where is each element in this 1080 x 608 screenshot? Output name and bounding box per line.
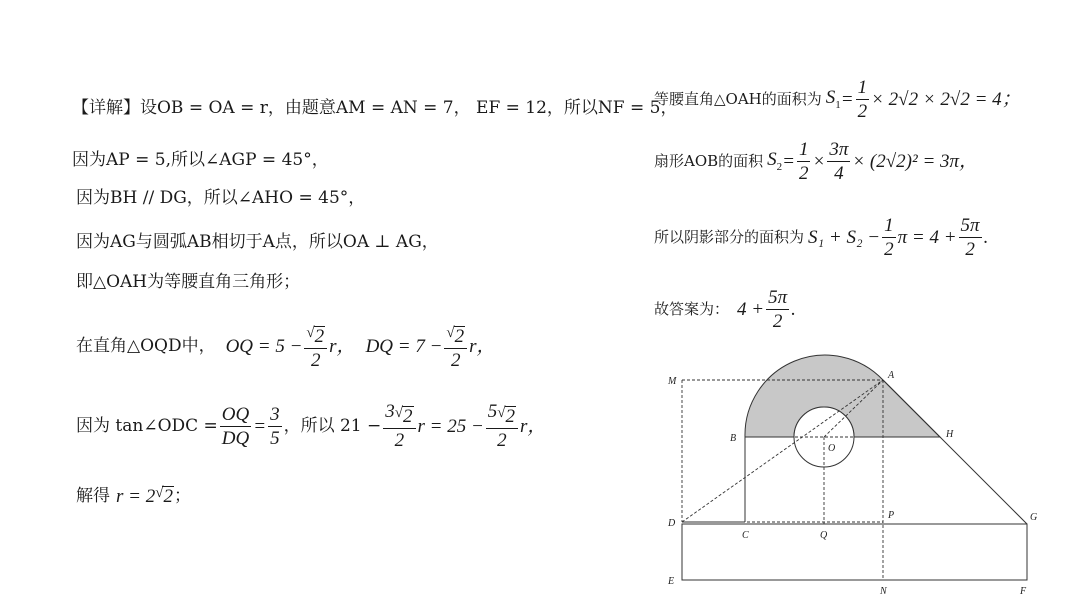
solution-line-7 [76, 402, 546, 450]
label-q: Q [820, 530, 828, 541]
dq-denominator: DQ [221, 427, 250, 449]
three-numerator: 3 [270, 403, 280, 425]
sqrt2-over-2-fraction-a: √ 2 2 [304, 322, 327, 370]
half-2-numerator: 1 [798, 139, 809, 160]
r-value-radicand: 2 [163, 486, 173, 507]
label-f: F [1020, 586, 1027, 597]
shaded-area-end: . [983, 227, 989, 248]
half-fraction-1 [856, 78, 870, 121]
solution-line-4-text: 因为AG与圆弧AB相切于A点，所以OA ⊥ AG， [76, 232, 439, 252]
half-fraction-2 [797, 140, 811, 183]
coef-5: 5 [487, 401, 498, 422]
tan-equation-end: r， [520, 415, 547, 437]
area-triangle-text: 等腰直角△OAH的面积为 [654, 90, 822, 108]
answer-line [654, 288, 796, 331]
five-pi-numerator-b: 5π [768, 287, 788, 308]
three-pi-numerator: 3π [829, 139, 849, 160]
s1-symbol: S [825, 87, 836, 109]
sector-times: × [812, 151, 826, 172]
two-denominator-a: 2 [965, 239, 975, 260]
half-2-denominator: 2 [798, 163, 809, 184]
three-sqrt2-over-2: 3 √ 2 2 [383, 402, 415, 450]
tan-equals: = [253, 415, 267, 437]
fraction-b-radicand: 2 [454, 326, 465, 347]
solve-label: 解得 [76, 485, 110, 506]
two-denominator-b: 2 [772, 311, 783, 332]
coef-5-radicand: 2 [505, 406, 516, 427]
three-fifths-fraction [268, 405, 282, 448]
solution-line-1 [72, 100, 677, 117]
shaded-area-text: 所以阴影部分的面积为 [654, 228, 805, 246]
five-pi-over-two-a [959, 216, 982, 259]
coef-3-denominator: 2 [394, 430, 405, 451]
oq-equation: OQ = 5 − [225, 335, 303, 357]
solution-line-3 [76, 190, 365, 207]
four-denominator: 4 [834, 163, 844, 184]
sqrt2-over-2-fraction-b: √ 2 2 [444, 322, 467, 370]
label-n: N [880, 586, 887, 597]
line-ag [883, 380, 1027, 524]
s1-equals: = [840, 89, 854, 110]
fraction-b-denominator: 2 [451, 350, 461, 371]
area-triangle-line [654, 78, 1021, 121]
three-pi-over-four [827, 140, 850, 183]
dq-r: r， [469, 335, 496, 357]
solution-line-3-text: 因为BH // DG，所以∠AHO = 45°， [76, 188, 366, 208]
solution-line-2 [72, 152, 329, 169]
s2-subscript: 2 [776, 160, 783, 173]
coef-5-denominator: 2 [497, 430, 507, 451]
s2-symbol: S [767, 149, 777, 171]
half-1-numerator: 1 [857, 77, 868, 98]
label-b: B [730, 433, 737, 444]
oq-r: r， [329, 335, 356, 357]
oq-over-dq-fraction [220, 405, 251, 448]
fraction-a-radicand: 2 [314, 326, 325, 347]
tan-label: 因为 tan∠ODC = [76, 415, 218, 436]
five-pi-numerator-a: 5π [960, 215, 980, 236]
answer-label: 故答案为： [654, 300, 730, 318]
s2-equals: = [782, 151, 795, 172]
label-g: G [1030, 512, 1038, 523]
label-o: O [828, 443, 836, 454]
half-fraction-3 [882, 216, 896, 259]
label-a: A [888, 370, 895, 381]
fraction-a-denominator: 2 [311, 350, 321, 371]
five-denominator: 5 [270, 427, 280, 449]
half-3-numerator: 1 [884, 215, 894, 236]
shaded-area-mid: π = 4 + [897, 227, 957, 248]
tan-conclusion: ，所以 21 − [283, 415, 382, 436]
label-m: M [668, 376, 677, 387]
label-p: P [888, 510, 895, 521]
sector-area-rest: × (2√2)² = 3π， [852, 151, 979, 172]
solution-line-5-text: 即△OAH为等腰直角三角形； [76, 272, 301, 292]
coef-3-radicand: 2 [403, 406, 413, 427]
tan-equation-middle: r = 25 − [417, 415, 484, 437]
half-3-denominator: 2 [884, 239, 894, 260]
answer-end: . [791, 299, 796, 320]
solution-line-6 [76, 322, 496, 370]
answer-prefix: 4 + [737, 299, 765, 320]
coef-3: 3 [385, 401, 395, 422]
solution-line-6-text: 在直角△OQD中， [76, 335, 216, 356]
solution-line-2-text: 因为AP = 5,所以∠AGP = 45°， [72, 150, 329, 170]
solve-end: ； [173, 485, 191, 506]
geometry-diagram [660, 348, 1060, 608]
solution-line-5 [76, 274, 300, 291]
shaded-area-line [654, 216, 988, 259]
label-d: D [668, 518, 676, 529]
sector-area-line [654, 140, 978, 183]
label-c: C [742, 530, 749, 541]
s1-subscript: 1 [835, 98, 841, 111]
sector-area-text: 扇形AOB的面积 [654, 152, 764, 170]
half-1-denominator: 2 [857, 101, 868, 122]
label-h: H [946, 429, 954, 440]
shaded-area-expr: S₁ + S₂ − [808, 227, 881, 248]
r-value: r = 2 [116, 485, 156, 507]
solution-line-1-text: 【详解】设OB = OA = r，由题意AM = AN = 7， EF = 12，所以NF = 5， [72, 98, 678, 118]
bottom-rectangle [682, 524, 1027, 580]
five-sqrt2-over-2: 5 √ 2 2 [486, 402, 518, 450]
dq-equation: DQ = 7 − [365, 335, 443, 357]
solution-line-4 [76, 234, 439, 251]
oq-numerator: OQ [221, 403, 250, 425]
five-pi-over-two-b [766, 288, 789, 331]
area-triangle-rest: × 2√2 × 2√2 = 4； [871, 89, 1021, 110]
label-e: E [668, 576, 675, 587]
solution-line-8: 解得 r = 2 √ 2 ； [76, 485, 191, 507]
